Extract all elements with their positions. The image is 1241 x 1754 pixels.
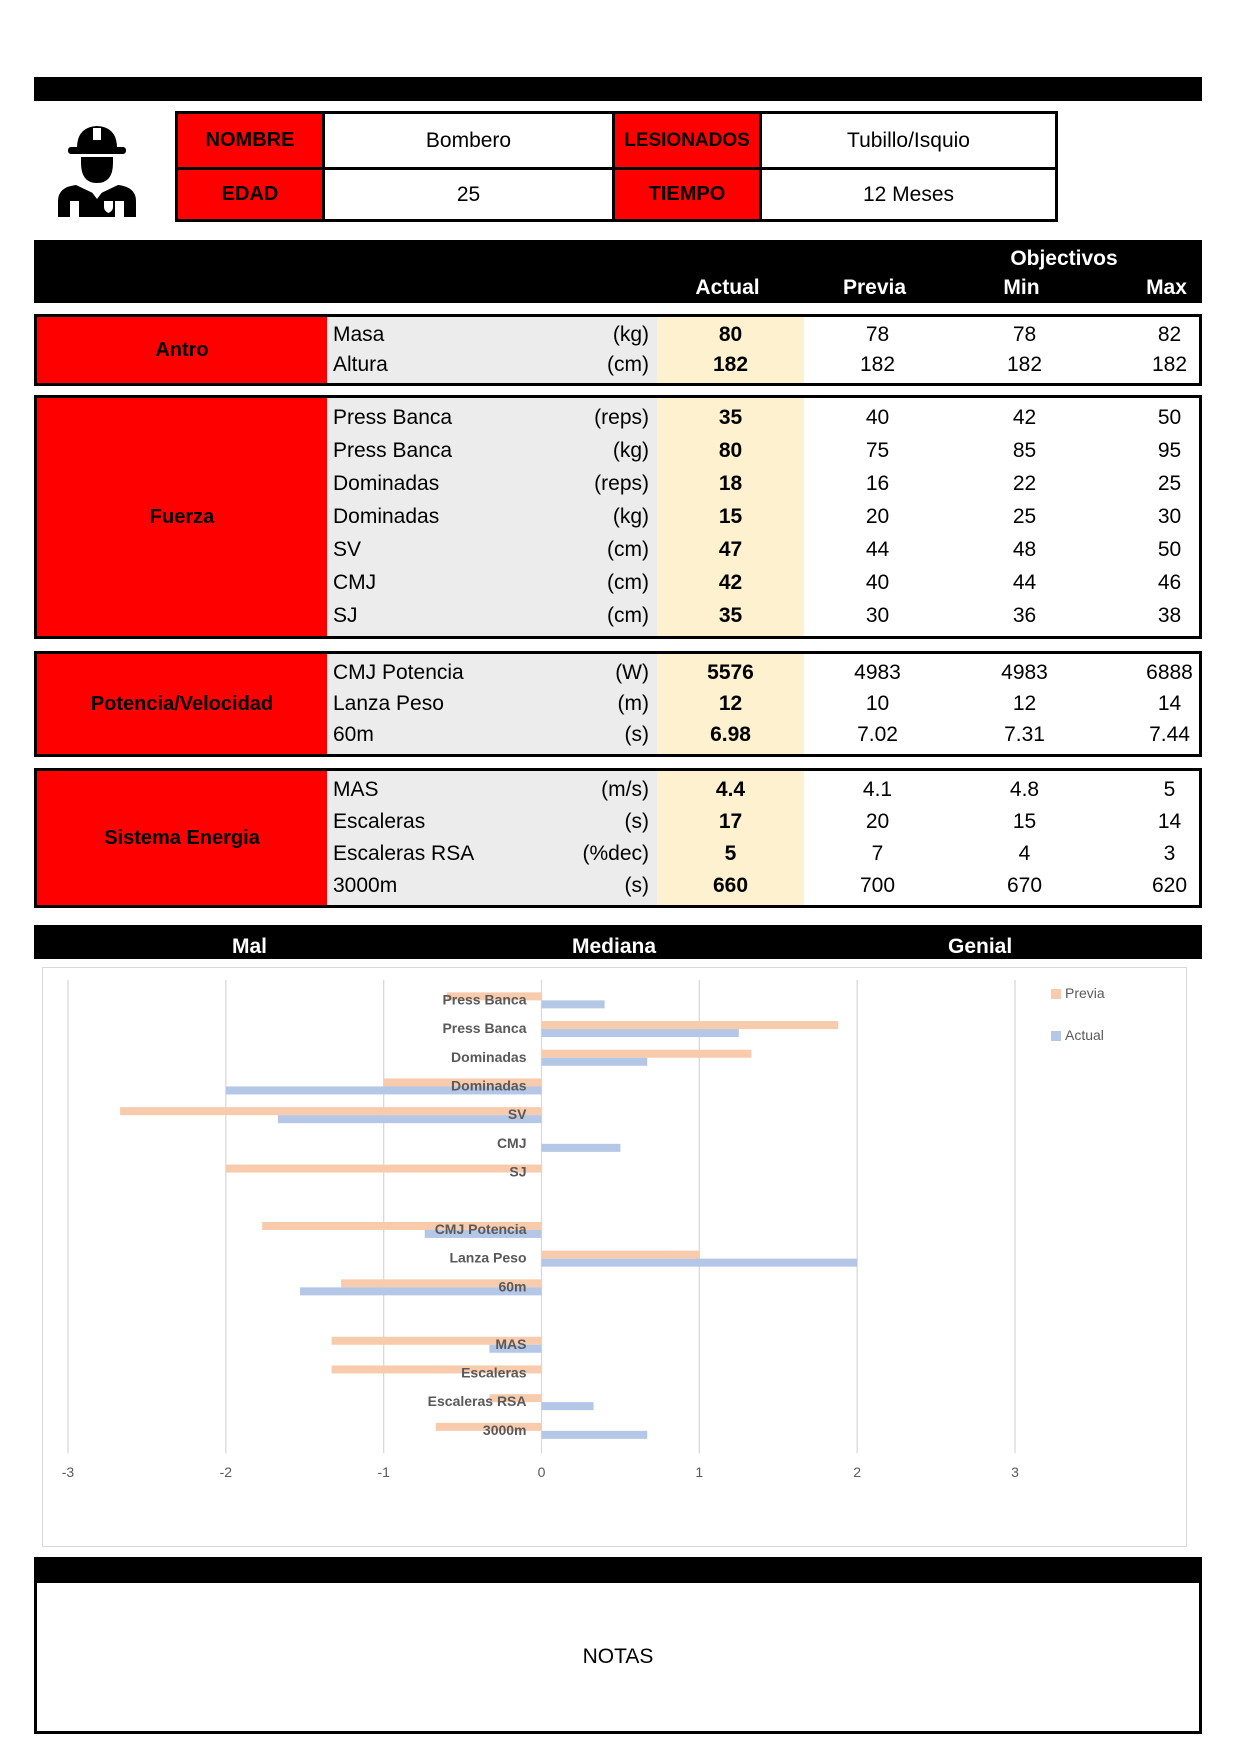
x-tick-label: 0 — [537, 1464, 546, 1481]
actual-value: 47 — [718, 538, 743, 562]
min-value: 78 — [1012, 323, 1037, 346]
actual-value: 6.98 — [710, 723, 751, 747]
bar-previa — [542, 1251, 700, 1259]
category-label: SJ — [509, 1163, 527, 1180]
metric-name: Press Banca — [333, 438, 453, 462]
table-row — [37, 403, 1199, 433]
legend-swatch — [1051, 1031, 1061, 1041]
previa-value: 4.1 — [862, 778, 893, 801]
max-value: 30 — [1157, 505, 1182, 528]
bar-actual — [542, 1431, 648, 1439]
actual-value: 182 — [712, 353, 749, 376]
metric-unit: (m) — [617, 692, 649, 715]
section-label: Antro — [37, 317, 327, 383]
min-value: 182 — [1006, 353, 1043, 376]
actual-value: 18 — [718, 471, 743, 495]
previa-value: 40 — [865, 405, 890, 429]
category-label: CMJ Potencia — [434, 1220, 527, 1237]
bar-previa — [226, 1165, 542, 1173]
x-tick-label: -3 — [61, 1464, 75, 1481]
table-row — [37, 839, 1199, 869]
previa-value: 40 — [865, 571, 890, 595]
category-label: Escaleras RSA — [427, 1393, 527, 1410]
table-row — [37, 658, 1199, 688]
actual-value: 80 — [718, 323, 743, 346]
metric-name: SV — [333, 538, 362, 562]
metric-name: Dominadas — [333, 471, 440, 495]
metric-name: MAS — [333, 778, 379, 801]
previa-value: 30 — [865, 604, 890, 628]
previa-header: Previa — [842, 276, 907, 299]
notes-box[interactable] — [34, 1580, 1202, 1734]
metric-unit: (kg) — [612, 438, 649, 462]
metric-name: CMJ Potencia — [333, 660, 464, 684]
metric-name: Altura — [333, 353, 388, 376]
section-label: Sistema Energia — [37, 771, 327, 905]
previa-value: 4983 — [854, 660, 901, 684]
metric-unit: (cm) — [607, 604, 649, 628]
table-row — [37, 601, 1199, 631]
bar-previa — [120, 1107, 541, 1115]
max-value: 182 — [1151, 353, 1188, 376]
actual-value: 5576 — [707, 660, 754, 684]
table-row — [37, 469, 1199, 499]
min-value: 4983 — [1001, 660, 1048, 684]
bar-actual — [542, 1259, 858, 1267]
edad-label: EDAD — [178, 170, 325, 219]
previa-value: 78 — [865, 323, 890, 346]
previa-value: 75 — [865, 438, 890, 462]
bar-previa — [542, 1021, 839, 1029]
nombre-value: Bombero — [325, 114, 615, 170]
section-label: Fuerza — [37, 398, 327, 636]
metric-unit: (reps) — [594, 405, 649, 429]
table-row — [37, 871, 1199, 901]
max-value: 14 — [1157, 692, 1182, 715]
bar-actual — [542, 1029, 739, 1037]
max-value: 46 — [1157, 571, 1182, 595]
actual-value: 35 — [718, 604, 743, 628]
metric-name: Dominadas — [333, 505, 440, 528]
min-value: 7.31 — [1004, 723, 1045, 747]
legend-label: Previa — [1065, 985, 1105, 1001]
bar-actual — [542, 1058, 648, 1066]
category-label: SV — [507, 1106, 527, 1123]
min-value: 48 — [1012, 538, 1037, 562]
min-value: 4 — [1018, 842, 1031, 865]
max-value: 5 — [1163, 778, 1176, 801]
metric-name: 3000m — [333, 874, 398, 897]
rating-band — [34, 925, 1202, 959]
table-row — [37, 807, 1199, 837]
lesionados-value: Tubillo/Isquio — [762, 114, 1055, 170]
max-value: 14 — [1157, 810, 1182, 833]
previa-value: 10 — [865, 692, 890, 715]
section-label: Potencia/Velocidad — [37, 654, 327, 754]
min-value: 42 — [1012, 405, 1037, 429]
previa-value: 20 — [865, 810, 890, 833]
metric-unit: (cm) — [607, 538, 649, 562]
min-value: 25 — [1012, 505, 1037, 528]
bar-actual — [542, 1144, 621, 1152]
category-label: Lanza Peso — [449, 1249, 527, 1266]
section-potencia — [34, 651, 1202, 757]
metric-name: 60m — [333, 723, 374, 747]
min-value: 670 — [1006, 874, 1043, 897]
table-row — [37, 320, 1199, 350]
metric-unit: (m/s) — [601, 778, 649, 801]
metric-name: Masa — [333, 323, 385, 346]
section-antro — [34, 314, 1202, 386]
section-fuerza — [34, 395, 1202, 639]
actual-value: 15 — [718, 505, 743, 528]
actual-value: 4.4 — [715, 778, 746, 801]
max-value: 82 — [1157, 323, 1182, 346]
metric-unit: (s) — [624, 810, 649, 833]
band-mal: Mal — [232, 935, 268, 958]
min-value: 12 — [1012, 692, 1037, 715]
category-label: Dominadas — [451, 1077, 527, 1094]
category-label: 3000m — [482, 1421, 527, 1438]
tiempo-value: 12 Meses — [862, 182, 955, 206]
previa-value: 44 — [865, 538, 890, 562]
min-header: Min — [1003, 276, 1040, 299]
metric-unit: (W) — [615, 660, 649, 684]
x-tick-label: -1 — [377, 1464, 390, 1481]
bar-previa — [542, 1050, 752, 1058]
metric-name: CMJ — [333, 571, 377, 595]
x-tick-label: -2 — [219, 1464, 233, 1481]
objectivos-header: Objectivos — [1010, 247, 1118, 270]
actual-value: 42 — [718, 571, 743, 595]
table-header — [34, 240, 1202, 303]
band-mediana: Mediana — [572, 935, 657, 958]
max-value: 25 — [1157, 471, 1182, 495]
metric-unit: (%dec) — [582, 842, 649, 865]
table-row — [37, 720, 1199, 750]
min-value: 15 — [1012, 810, 1037, 833]
firefighter-icon — [54, 121, 140, 217]
metric-name: Press Banca — [333, 405, 453, 429]
previa-value: 16 — [865, 471, 890, 495]
actual-header: Actual — [695, 276, 760, 299]
actual-value: 12 — [718, 692, 743, 715]
metric-unit: (cm) — [607, 353, 649, 376]
tiempo-label: TIEMPO — [615, 170, 762, 219]
previa-value: 20 — [865, 505, 890, 528]
chart-frame — [42, 967, 1187, 1547]
metric-unit: (kg) — [612, 505, 649, 528]
table-row — [37, 535, 1199, 565]
section-sistema — [34, 768, 1202, 908]
lesionados-label: LESIONADOS — [615, 114, 762, 170]
nombre-label: NOMBRE — [178, 114, 325, 170]
table-row — [37, 350, 1199, 380]
x-tick-label: 1 — [695, 1464, 704, 1481]
actual-value: 80 — [718, 438, 743, 462]
min-value: 4.8 — [1009, 778, 1040, 801]
table-row — [37, 775, 1199, 805]
category-label: 60m — [498, 1278, 527, 1295]
actual-value: 5 — [724, 842, 737, 865]
category-label: Press Banca — [442, 1020, 527, 1037]
metric-unit: (reps) — [594, 471, 649, 495]
min-value: 85 — [1012, 438, 1037, 462]
category-label: Escaleras — [461, 1364, 527, 1381]
previa-value: 700 — [859, 874, 896, 897]
category-label: MAS — [495, 1335, 527, 1352]
metric-unit: (cm) — [607, 571, 649, 595]
bar-actual — [542, 1000, 605, 1008]
max-value: 7.44 — [1149, 723, 1190, 747]
category-label: Dominadas — [451, 1048, 527, 1065]
table-row — [37, 502, 1199, 532]
table-row — [37, 568, 1199, 598]
max-value: 50 — [1157, 405, 1182, 429]
bar-actual — [278, 1115, 542, 1123]
min-value: 22 — [1012, 471, 1037, 495]
profile-table — [175, 111, 1058, 222]
previa-value: 7.02 — [857, 723, 898, 747]
metric-name: Escaleras RSA — [333, 842, 475, 865]
max-value: 6888 — [1146, 660, 1193, 684]
legend-label: Actual — [1065, 1027, 1104, 1043]
max-value: 3 — [1163, 842, 1176, 865]
actual-value: 17 — [718, 810, 743, 833]
min-value: 44 — [1012, 571, 1037, 595]
bar-actual — [542, 1402, 594, 1410]
table-row — [37, 689, 1199, 719]
max-value: 620 — [1151, 874, 1188, 897]
x-tick-label: 2 — [853, 1464, 862, 1481]
metric-unit: (kg) — [612, 323, 649, 346]
actual-value: 35 — [718, 405, 743, 429]
min-value: 36 — [1012, 604, 1037, 628]
max-value: 50 — [1157, 538, 1182, 562]
notes-label: NOTAS — [582, 1645, 654, 1668]
previa-value: 182 — [859, 353, 896, 376]
previa-value: 7 — [871, 842, 884, 865]
max-header: Max — [1146, 276, 1187, 299]
metric-name: Lanza Peso — [333, 692, 444, 715]
metric-unit: (s) — [624, 874, 649, 897]
x-tick-label: 3 — [1011, 1464, 1019, 1481]
metric-name: Escaleras — [333, 810, 426, 833]
band-genial: Genial — [948, 935, 1013, 958]
top-bar — [34, 77, 1202, 101]
legend-swatch — [1051, 989, 1061, 999]
zscore-bar-chart — [43, 968, 1186, 1546]
edad-value: 25 — [325, 170, 615, 219]
category-label: CMJ — [496, 1134, 527, 1151]
metric-name: SJ — [333, 604, 358, 628]
metric-unit: (s) — [624, 723, 649, 747]
category-label: Press Banca — [442, 991, 527, 1008]
actual-value: 660 — [712, 874, 749, 897]
max-value: 95 — [1157, 438, 1182, 462]
table-row — [37, 436, 1199, 466]
max-value: 38 — [1157, 604, 1182, 628]
